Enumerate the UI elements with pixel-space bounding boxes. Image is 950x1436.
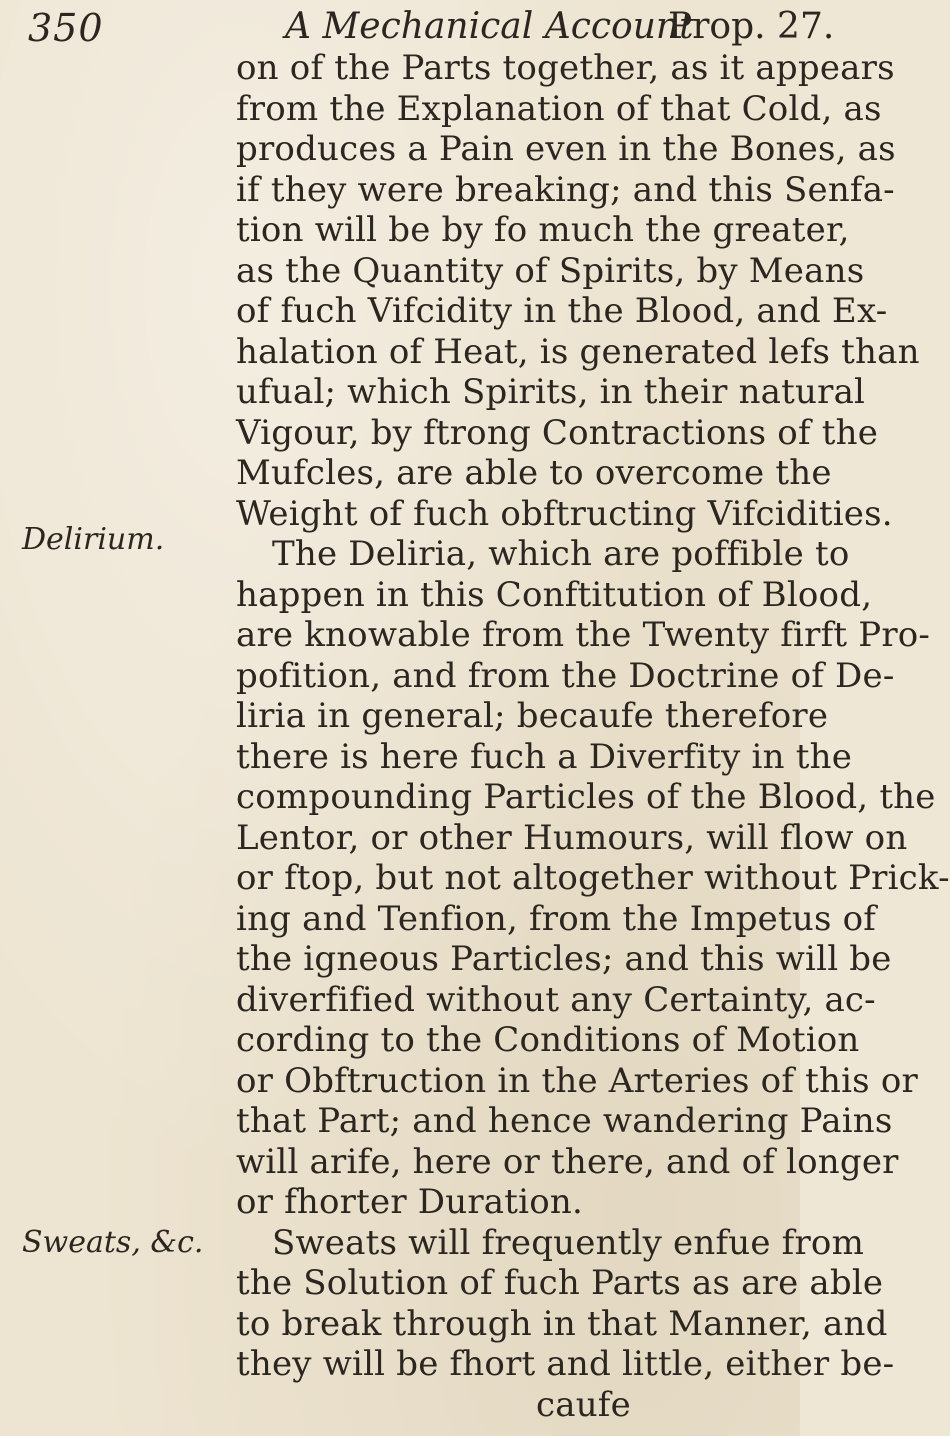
text-line: there is here fuch a Diverfity in the [236,736,853,777]
text-line: produces a Pain even in the Bones, as [236,129,896,169]
text-line: as the Quantity of Spirits, by Means [236,250,865,291]
text-line: they will be fhort and little, either be- [236,1344,895,1384]
text-line: will arife, here or there, and of longer [236,1141,899,1182]
text-line: liria in general; becaufe therefore [236,696,829,736]
running-title: A Mechanical Account [285,6,694,47]
text-line: happen in this Conftitution of Blood, [236,574,873,615]
text-line: that Part; and hence wandering Pains [236,1101,893,1141]
text-line: from the Explanation of that Cold, as [236,88,882,129]
text-line: Lentor, or other Humours, will flow on [236,817,908,858]
text-line: the Solution of fuch Parts as are able [236,1263,884,1303]
body-text [236,48,950,1425]
text-line: Weight of fuch obftructing Vifcidities. [236,493,893,534]
text-line-paragraph-start: The Deliria, which are poffible to [272,534,850,574]
text-line: ing and Tenfion, from the Impetus of [236,898,877,939]
text-line: pofition, and from the Doctrine of De- [236,655,895,696]
text-line: halation of Heat, is generated lefs than [236,331,920,372]
catchword: caufe [536,1384,631,1425]
text-line: are knowable from the Twenty firft Pro- [236,615,931,655]
text-line: of fuch Vifcidity in the Blood, and Ex- [236,291,888,331]
text-line: ufual; which Spirits, in their natural [236,372,866,412]
text-line: on of the Parts together, as it appears [236,48,895,88]
text-line: if they were breaking; and this Senfa- [236,169,895,210]
text-line: Mufcles, are able to overcome the [236,453,832,493]
text-line: the igneous Particles; and this will be [236,939,892,979]
text-line: or ftop, but not altogether without Prick- [236,858,950,898]
text-line: compounding Particles of the Blood, the [236,777,936,817]
text-line: or Obftruction in the Arteries of this or [236,1060,918,1101]
text-line: tion will be by fo much the greater, [236,210,850,250]
text-line: Vigour, by ftrong Contractions of the [236,412,879,453]
text-line: or fhorter Duration. [236,1182,583,1222]
margin-note-sweats: Sweats, &c. [22,1225,204,1260]
proposition-reference: Prop. 27. [668,6,835,47]
text-line: diverfified without any Certainty, ac- [236,979,876,1020]
margin-note-delirium: Delirium. [22,522,165,557]
text-line: to break through in that Manner, and [236,1303,888,1344]
text-line-paragraph-start: Sweats will frequently enfue from [272,1222,865,1263]
page-number: 350 [28,6,104,50]
text-line: cording to the Conditions of Motion [236,1020,860,1060]
